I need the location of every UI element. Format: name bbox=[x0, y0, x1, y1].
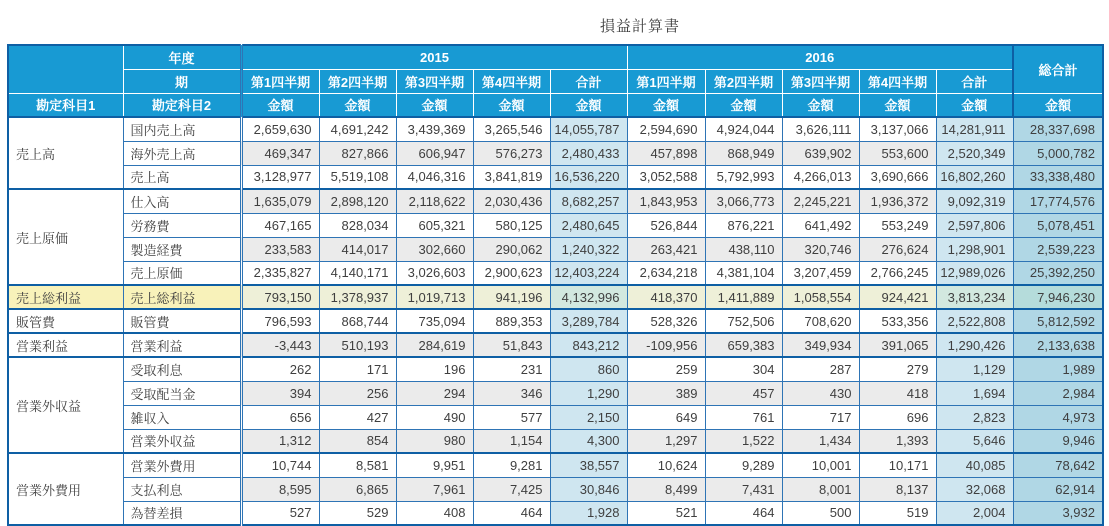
pl-table bbox=[7, 44, 1104, 526]
corner-cell bbox=[8, 45, 123, 93]
amount-cell: 10,171 bbox=[859, 453, 936, 477]
amount-cell: 196 bbox=[396, 357, 473, 381]
period-header: 第4四半期 bbox=[473, 69, 550, 93]
amount-cell: 2,594,690 bbox=[627, 117, 705, 141]
account1-cell: 売上総利益 bbox=[8, 285, 123, 309]
amount-cell: 4,381,104 bbox=[705, 261, 782, 285]
amount-cell: 7,946,230 bbox=[1013, 285, 1103, 309]
account2-cell: 支払利息 bbox=[123, 477, 241, 501]
amount-cell: 576,273 bbox=[473, 141, 550, 165]
amount-cell: 2,335,827 bbox=[241, 261, 319, 285]
amount-header: 金額 bbox=[550, 93, 627, 117]
amount-cell: 1,393 bbox=[859, 429, 936, 453]
period-header: 第2四半期 bbox=[319, 69, 396, 93]
account2-cell: 売上原価 bbox=[123, 261, 241, 285]
period-axis-label: 期 bbox=[123, 69, 241, 93]
amount-cell: 30,846 bbox=[550, 477, 627, 501]
amount-cell: 3,137,066 bbox=[859, 117, 936, 141]
amount-cell: 290,062 bbox=[473, 237, 550, 261]
amount-cell: 8,581 bbox=[319, 453, 396, 477]
amount-cell: 580,125 bbox=[473, 213, 550, 237]
account2-cell: 販管費 bbox=[123, 309, 241, 333]
amount-cell: 843,212 bbox=[550, 333, 627, 357]
table-row bbox=[8, 285, 1103, 309]
amount-cell: 1,694 bbox=[936, 381, 1013, 405]
amount-cell: -3,443 bbox=[241, 333, 319, 357]
amount-cell: 639,902 bbox=[782, 141, 859, 165]
amount-header: 金額 bbox=[241, 93, 319, 117]
amount-header: 金額 bbox=[627, 93, 705, 117]
amount-cell: 2,634,218 bbox=[627, 261, 705, 285]
amount-cell: 5,519,108 bbox=[319, 165, 396, 189]
table-row bbox=[8, 165, 1103, 189]
amount-cell: 4,140,171 bbox=[319, 261, 396, 285]
amount-cell: 457 bbox=[705, 381, 782, 405]
amount-cell: 3,066,773 bbox=[705, 189, 782, 213]
table-row bbox=[8, 141, 1103, 165]
amount-cell: 889,353 bbox=[473, 309, 550, 333]
table-row bbox=[8, 501, 1103, 525]
amount-cell: 2,823 bbox=[936, 405, 1013, 429]
amount-cell: 414,017 bbox=[319, 237, 396, 261]
amount-cell: 1,129 bbox=[936, 357, 1013, 381]
amount-cell: 10,624 bbox=[627, 453, 705, 477]
amount-cell: 533,356 bbox=[859, 309, 936, 333]
amount-cell: 735,094 bbox=[396, 309, 473, 333]
amount-cell: 659,383 bbox=[705, 333, 782, 357]
amount-cell: 10,744 bbox=[241, 453, 319, 477]
amount-cell: 876,221 bbox=[705, 213, 782, 237]
amount-cell: 510,193 bbox=[319, 333, 396, 357]
year-header: 2015 bbox=[241, 45, 627, 69]
amount-cell: 418 bbox=[859, 381, 936, 405]
account2-cell: 海外売上高 bbox=[123, 141, 241, 165]
amount-cell: 4,973 bbox=[1013, 405, 1103, 429]
amount-cell: 2,659,630 bbox=[241, 117, 319, 141]
amount-cell: 519 bbox=[859, 501, 936, 525]
amount-cell: 924,421 bbox=[859, 285, 936, 309]
amount-cell: 408 bbox=[396, 501, 473, 525]
amount-cell: 1,154 bbox=[473, 429, 550, 453]
account1-cell: 営業外費用 bbox=[8, 453, 123, 525]
account2-header: 勘定科目2 bbox=[123, 93, 241, 117]
amount-cell: 1,928 bbox=[550, 501, 627, 525]
amount-cell: 500 bbox=[782, 501, 859, 525]
amount-cell: 3,289,784 bbox=[550, 309, 627, 333]
account2-cell: 受取配当金 bbox=[123, 381, 241, 405]
amount-cell: 5,812,592 bbox=[1013, 309, 1103, 333]
amount-cell: 4,046,316 bbox=[396, 165, 473, 189]
amount-cell: 7,961 bbox=[396, 477, 473, 501]
amount-cell: 2,004 bbox=[936, 501, 1013, 525]
amount-cell: 527 bbox=[241, 501, 319, 525]
amount-cell: 649 bbox=[627, 405, 705, 429]
page-title: 損益計算書 bbox=[599, 18, 681, 35]
period-header: 第4四半期 bbox=[859, 69, 936, 93]
amount-cell: 1,298,901 bbox=[936, 237, 1013, 261]
amount-cell: 8,137 bbox=[859, 477, 936, 501]
header-row-amount bbox=[8, 93, 1103, 117]
amount-cell: 304 bbox=[705, 357, 782, 381]
amount-cell: 3,626,111 bbox=[782, 117, 859, 141]
amount-cell: 4,132,996 bbox=[550, 285, 627, 309]
period-header: 第2四半期 bbox=[705, 69, 782, 93]
amount-cell: 490 bbox=[396, 405, 473, 429]
table-row bbox=[8, 261, 1103, 285]
period-header: 第1四半期 bbox=[241, 69, 319, 93]
amount-cell: 438,110 bbox=[705, 237, 782, 261]
amount-cell: 62,914 bbox=[1013, 477, 1103, 501]
amount-cell: 3,690,666 bbox=[859, 165, 936, 189]
amount-cell: 3,439,369 bbox=[396, 117, 473, 141]
amount-cell: 1,936,372 bbox=[859, 189, 936, 213]
amount-cell: 529 bbox=[319, 501, 396, 525]
amount-cell: 391,065 bbox=[859, 333, 936, 357]
amount-cell: 1,019,713 bbox=[396, 285, 473, 309]
table-row bbox=[8, 477, 1103, 501]
period-header: 第1四半期 bbox=[627, 69, 705, 93]
amount-cell: 8,682,257 bbox=[550, 189, 627, 213]
amount-cell: 528,326 bbox=[627, 309, 705, 333]
amount-cell: 2,118,622 bbox=[396, 189, 473, 213]
amount-cell: 577 bbox=[473, 405, 550, 429]
amount-cell: 605,321 bbox=[396, 213, 473, 237]
amount-cell: 3,932 bbox=[1013, 501, 1103, 525]
amount-cell: 259 bbox=[627, 357, 705, 381]
amount-cell: 860 bbox=[550, 357, 627, 381]
amount-cell: 8,499 bbox=[627, 477, 705, 501]
amount-cell: 457,898 bbox=[627, 141, 705, 165]
amount-header: 金額 bbox=[319, 93, 396, 117]
account2-cell: 雑収入 bbox=[123, 405, 241, 429]
account1-cell: 販管費 bbox=[8, 309, 123, 333]
account1-cell: 売上高 bbox=[8, 117, 123, 189]
amount-cell: 1,290,426 bbox=[936, 333, 1013, 357]
amount-cell: 696 bbox=[859, 405, 936, 429]
grand-total-header: 総合計 bbox=[1013, 45, 1103, 93]
amount-cell: 1,411,889 bbox=[705, 285, 782, 309]
amount-cell: 4,266,013 bbox=[782, 165, 859, 189]
amount-cell: 2,539,223 bbox=[1013, 237, 1103, 261]
account2-cell: 製造経費 bbox=[123, 237, 241, 261]
table-row bbox=[8, 117, 1103, 141]
year-axis-label: 年度 bbox=[123, 45, 241, 69]
amount-header: 金額 bbox=[936, 93, 1013, 117]
amount-cell: 1,290 bbox=[550, 381, 627, 405]
amount-cell: 752,506 bbox=[705, 309, 782, 333]
amount-cell: 51,843 bbox=[473, 333, 550, 357]
amount-cell: 3,026,603 bbox=[396, 261, 473, 285]
amount-cell: 10,001 bbox=[782, 453, 859, 477]
amount-cell: 346 bbox=[473, 381, 550, 405]
amount-cell: 279 bbox=[859, 357, 936, 381]
amount-cell: 1,297 bbox=[627, 429, 705, 453]
amount-cell: -109,956 bbox=[627, 333, 705, 357]
amount-cell: 464 bbox=[473, 501, 550, 525]
table-row bbox=[8, 381, 1103, 405]
amount-cell: 14,281,911 bbox=[936, 117, 1013, 141]
amount-cell: 8,001 bbox=[782, 477, 859, 501]
account2-cell: 営業外費用 bbox=[123, 453, 241, 477]
amount-cell: 2,030,436 bbox=[473, 189, 550, 213]
amount-cell: 1,434 bbox=[782, 429, 859, 453]
table-row bbox=[8, 453, 1103, 477]
amount-cell: 980 bbox=[396, 429, 473, 453]
amount-cell: 320,746 bbox=[782, 237, 859, 261]
account2-cell: 営業利益 bbox=[123, 333, 241, 357]
amount-cell: 427 bbox=[319, 405, 396, 429]
amount-cell: 2,480,645 bbox=[550, 213, 627, 237]
amount-cell: 868,949 bbox=[705, 141, 782, 165]
amount-cell: 2,133,638 bbox=[1013, 333, 1103, 357]
amount-cell: 2,898,120 bbox=[319, 189, 396, 213]
amount-cell: 793,150 bbox=[241, 285, 319, 309]
amount-cell: 2,984 bbox=[1013, 381, 1103, 405]
amount-cell: 12,403,224 bbox=[550, 261, 627, 285]
amount-cell: 256 bbox=[319, 381, 396, 405]
amount-cell: 276,624 bbox=[859, 237, 936, 261]
amount-cell: 9,951 bbox=[396, 453, 473, 477]
amount-cell: 868,744 bbox=[319, 309, 396, 333]
table-row bbox=[8, 333, 1103, 357]
amount-header: 金額 bbox=[1013, 93, 1103, 117]
amount-cell: 3,207,459 bbox=[782, 261, 859, 285]
period-header: 合計 bbox=[550, 69, 627, 93]
amount-cell: 7,425 bbox=[473, 477, 550, 501]
amount-cell: 2,480,433 bbox=[550, 141, 627, 165]
amount-cell: 263,421 bbox=[627, 237, 705, 261]
amount-cell: 3,052,588 bbox=[627, 165, 705, 189]
amount-cell: 231 bbox=[473, 357, 550, 381]
amount-cell: 349,934 bbox=[782, 333, 859, 357]
account2-cell: 受取利息 bbox=[123, 357, 241, 381]
amount-cell: 1,240,322 bbox=[550, 237, 627, 261]
amount-cell: 38,557 bbox=[550, 453, 627, 477]
amount-header: 金額 bbox=[705, 93, 782, 117]
amount-cell: 17,774,576 bbox=[1013, 189, 1103, 213]
amount-header: 金額 bbox=[396, 93, 473, 117]
amount-cell: 2,597,806 bbox=[936, 213, 1013, 237]
account2-cell: 営業外収益 bbox=[123, 429, 241, 453]
amount-cell: 9,281 bbox=[473, 453, 550, 477]
period-header: 第3四半期 bbox=[396, 69, 473, 93]
table-body bbox=[8, 117, 1103, 525]
amount-cell: 16,536,220 bbox=[550, 165, 627, 189]
amount-cell: 1,635,079 bbox=[241, 189, 319, 213]
amount-cell: 284,619 bbox=[396, 333, 473, 357]
amount-cell: 2,520,349 bbox=[936, 141, 1013, 165]
account2-cell: 為替差損 bbox=[123, 501, 241, 525]
amount-cell: 28,337,698 bbox=[1013, 117, 1103, 141]
amount-cell: 553,249 bbox=[859, 213, 936, 237]
header-row-period bbox=[8, 69, 1103, 93]
amount-header: 金額 bbox=[782, 93, 859, 117]
amount-cell: 171 bbox=[319, 357, 396, 381]
amount-header: 金額 bbox=[859, 93, 936, 117]
amount-cell: 7,431 bbox=[705, 477, 782, 501]
amount-cell: 464 bbox=[705, 501, 782, 525]
account2-cell: 仕入高 bbox=[123, 189, 241, 213]
amount-cell: 2,245,221 bbox=[782, 189, 859, 213]
table-row bbox=[8, 237, 1103, 261]
amount-cell: 606,947 bbox=[396, 141, 473, 165]
amount-cell: 3,841,819 bbox=[473, 165, 550, 189]
amount-header: 金額 bbox=[473, 93, 550, 117]
amount-cell: 553,600 bbox=[859, 141, 936, 165]
amount-cell: 5,646 bbox=[936, 429, 1013, 453]
amount-cell: 1,378,937 bbox=[319, 285, 396, 309]
amount-cell: 521 bbox=[627, 501, 705, 525]
period-header: 第3四半期 bbox=[782, 69, 859, 93]
amount-cell: 708,620 bbox=[782, 309, 859, 333]
amount-cell: 33,338,480 bbox=[1013, 165, 1103, 189]
table-header bbox=[8, 45, 1103, 117]
amount-cell: 854 bbox=[319, 429, 396, 453]
account1-cell: 営業外収益 bbox=[8, 357, 123, 453]
amount-cell: 3,813,234 bbox=[936, 285, 1013, 309]
amount-cell: 761 bbox=[705, 405, 782, 429]
amount-cell: 717 bbox=[782, 405, 859, 429]
amount-cell: 418,370 bbox=[627, 285, 705, 309]
amount-cell: 6,865 bbox=[319, 477, 396, 501]
amount-cell: 5,792,993 bbox=[705, 165, 782, 189]
amount-cell: 14,055,787 bbox=[550, 117, 627, 141]
amount-cell: 9,289 bbox=[705, 453, 782, 477]
amount-cell: 16,802,260 bbox=[936, 165, 1013, 189]
amount-cell: 262 bbox=[241, 357, 319, 381]
account2-cell: 売上総利益 bbox=[123, 285, 241, 309]
amount-cell: 1,312 bbox=[241, 429, 319, 453]
amount-cell: 467,165 bbox=[241, 213, 319, 237]
amount-cell: 2,900,623 bbox=[473, 261, 550, 285]
amount-cell: 9,946 bbox=[1013, 429, 1103, 453]
amount-cell: 5,000,782 bbox=[1013, 141, 1103, 165]
table-row bbox=[8, 309, 1103, 333]
amount-cell: 2,766,245 bbox=[859, 261, 936, 285]
amount-cell: 3,128,977 bbox=[241, 165, 319, 189]
amount-cell: 4,691,242 bbox=[319, 117, 396, 141]
amount-cell: 294 bbox=[396, 381, 473, 405]
amount-cell: 430 bbox=[782, 381, 859, 405]
header-row-year bbox=[8, 45, 1103, 69]
amount-cell: 389 bbox=[627, 381, 705, 405]
table-row bbox=[8, 189, 1103, 213]
amount-cell: 526,844 bbox=[627, 213, 705, 237]
amount-cell: 4,924,044 bbox=[705, 117, 782, 141]
table-row bbox=[8, 213, 1103, 237]
amount-cell: 25,392,250 bbox=[1013, 261, 1103, 285]
amount-cell: 8,595 bbox=[241, 477, 319, 501]
account2-cell: 売上高 bbox=[123, 165, 241, 189]
amount-cell: 2,522,808 bbox=[936, 309, 1013, 333]
amount-cell: 302,660 bbox=[396, 237, 473, 261]
amount-cell: 4,300 bbox=[550, 429, 627, 453]
account1-header: 勘定科目1 bbox=[8, 93, 123, 117]
amount-cell: 641,492 bbox=[782, 213, 859, 237]
amount-cell: 1,989 bbox=[1013, 357, 1103, 381]
table-row bbox=[8, 357, 1103, 381]
amount-cell: 3,265,546 bbox=[473, 117, 550, 141]
table-row bbox=[8, 405, 1103, 429]
amount-cell: 40,085 bbox=[936, 453, 1013, 477]
year-header: 2016 bbox=[627, 45, 1013, 69]
amount-cell: 469,347 bbox=[241, 141, 319, 165]
amount-cell: 1,843,953 bbox=[627, 189, 705, 213]
amount-cell: 1,522 bbox=[705, 429, 782, 453]
account2-cell: 労務費 bbox=[123, 213, 241, 237]
period-header: 合計 bbox=[936, 69, 1013, 93]
amount-cell: 941,196 bbox=[473, 285, 550, 309]
amount-cell: 828,034 bbox=[319, 213, 396, 237]
amount-cell: 5,078,451 bbox=[1013, 213, 1103, 237]
amount-cell: 9,092,319 bbox=[936, 189, 1013, 213]
account2-cell: 国内売上高 bbox=[123, 117, 241, 141]
amount-cell: 1,058,554 bbox=[782, 285, 859, 309]
amount-cell: 2,150 bbox=[550, 405, 627, 429]
account1-cell: 売上原価 bbox=[8, 189, 123, 285]
amount-cell: 656 bbox=[241, 405, 319, 429]
table-row bbox=[8, 429, 1103, 453]
account1-cell: 営業利益 bbox=[8, 333, 123, 357]
amount-cell: 394 bbox=[241, 381, 319, 405]
amount-cell: 32,068 bbox=[936, 477, 1013, 501]
amount-cell: 827,866 bbox=[319, 141, 396, 165]
amount-cell: 12,989,026 bbox=[936, 261, 1013, 285]
amount-cell: 287 bbox=[782, 357, 859, 381]
amount-cell: 78,642 bbox=[1013, 453, 1103, 477]
amount-cell: 796,593 bbox=[241, 309, 319, 333]
amount-cell: 233,583 bbox=[241, 237, 319, 261]
